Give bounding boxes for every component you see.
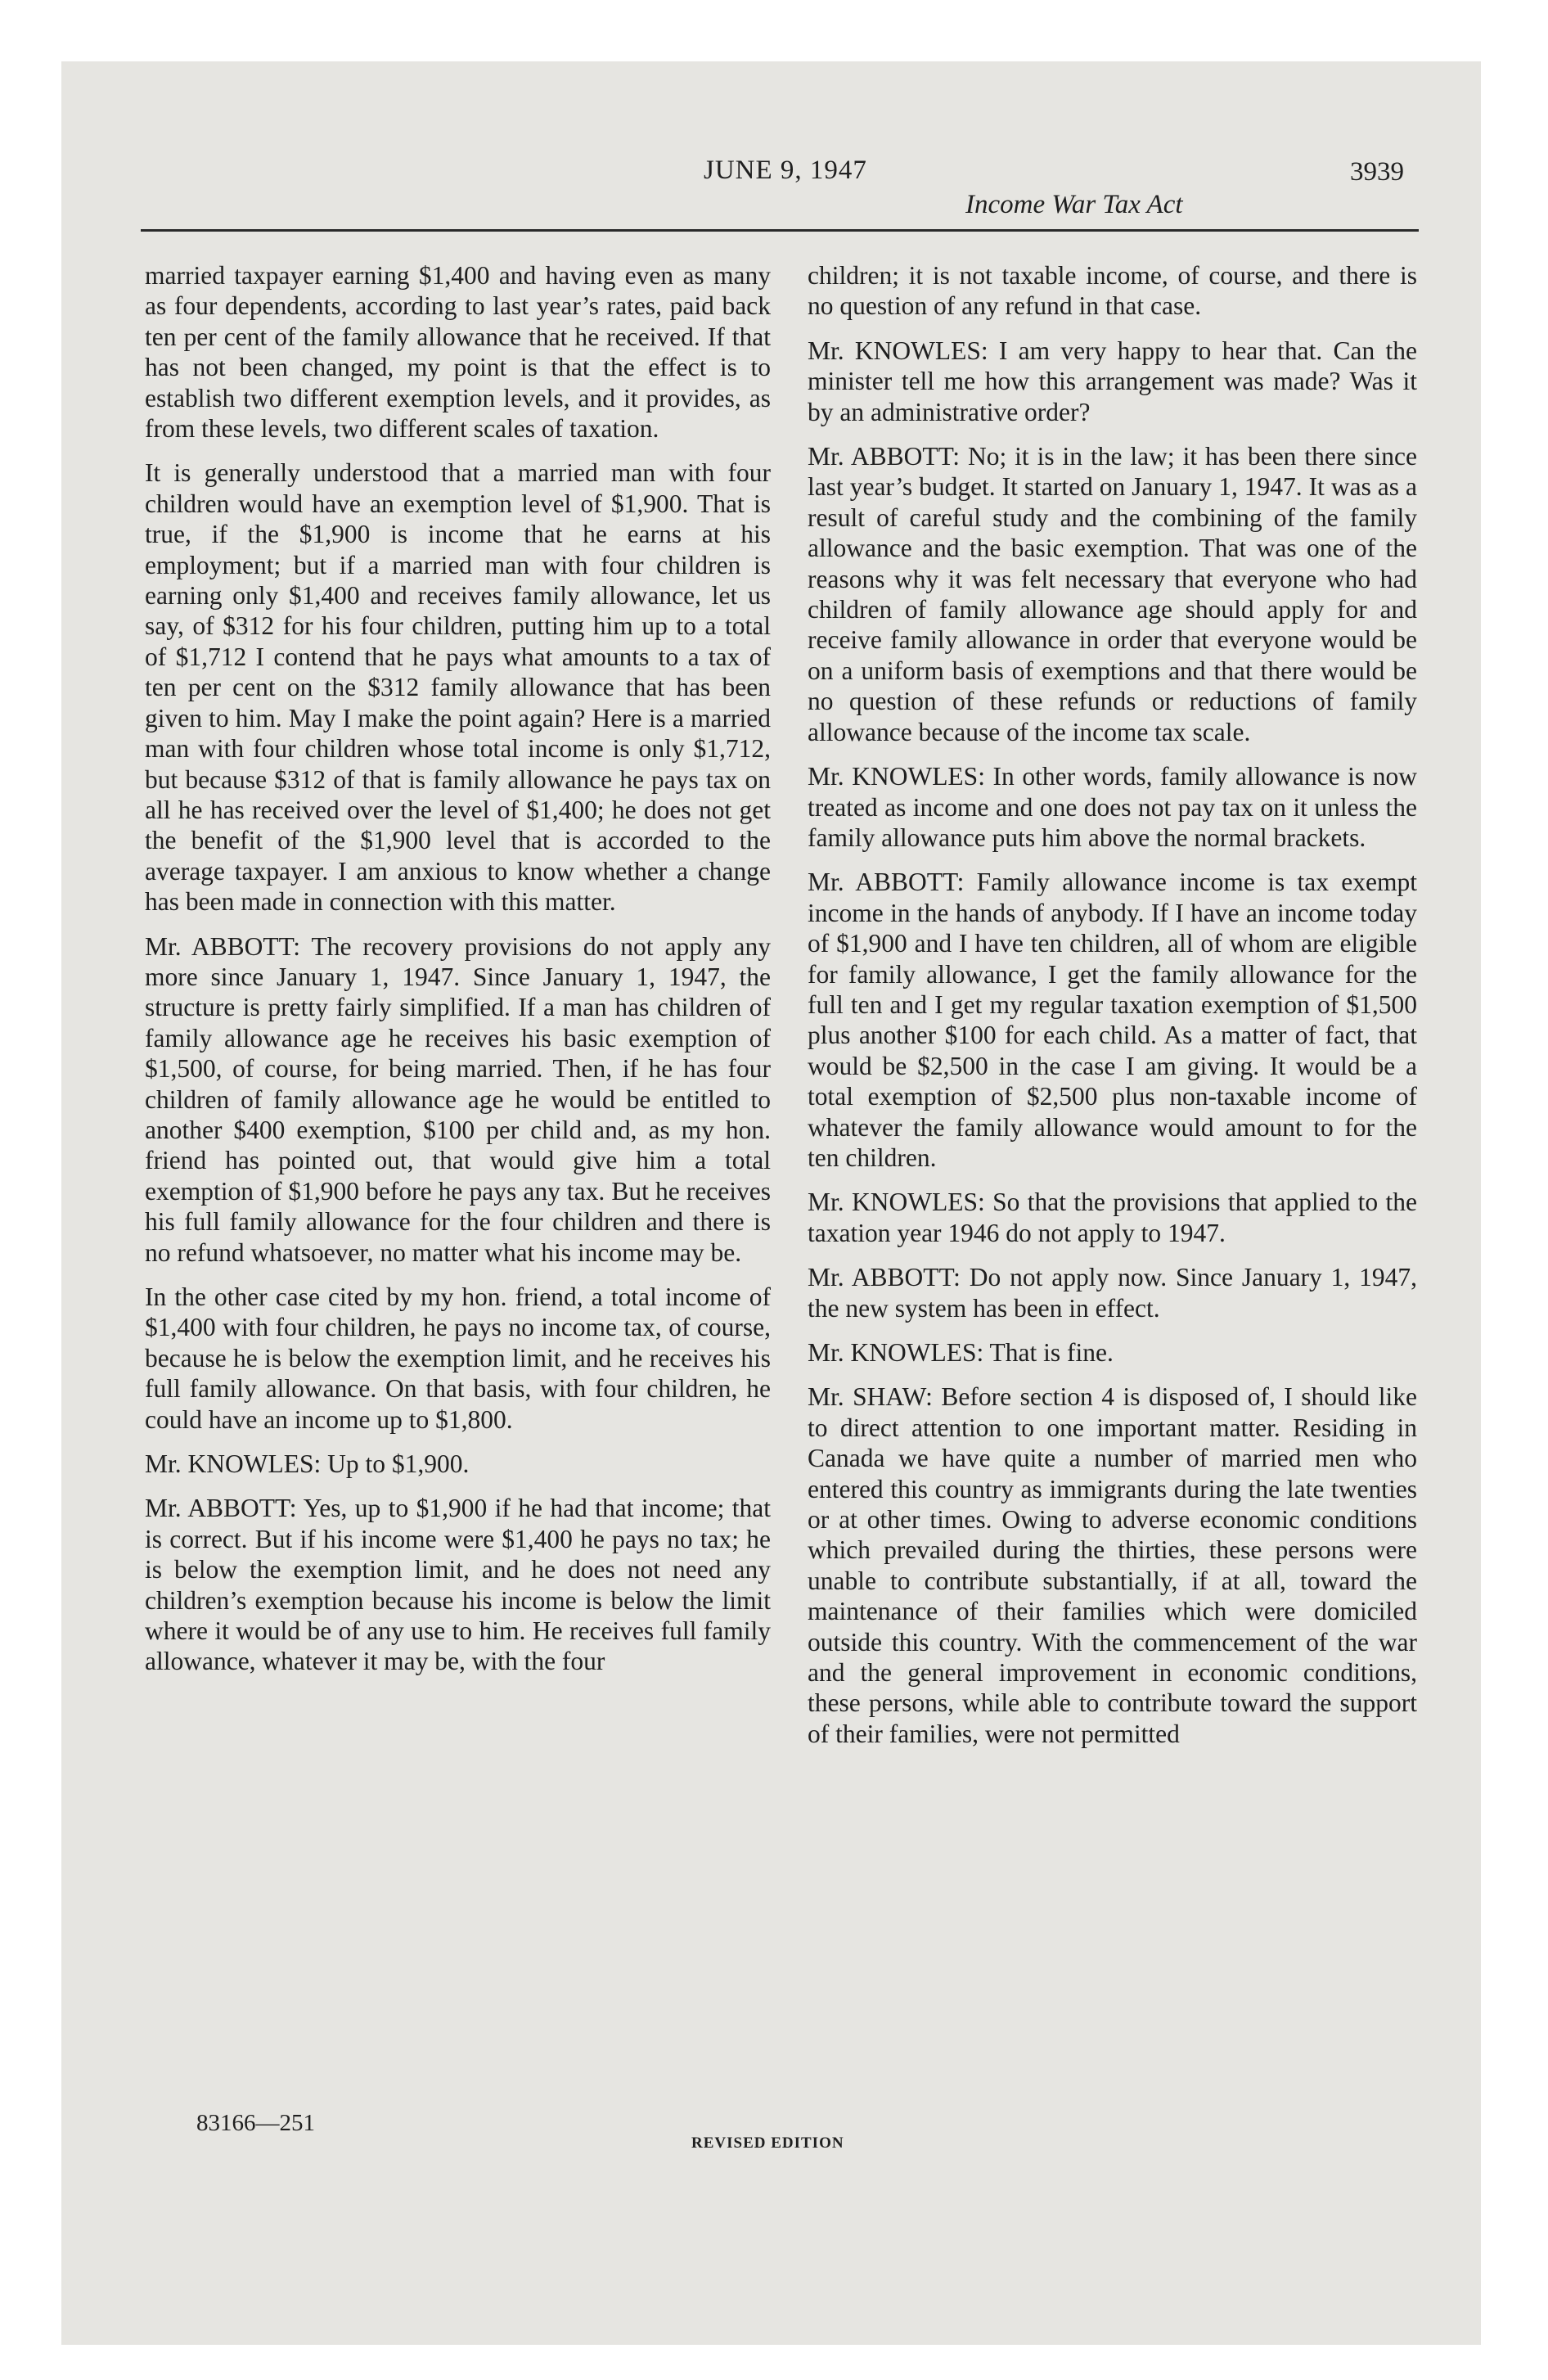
paragraph: Mr. KNOWLES: Up to $1,900. (145, 1449, 470, 1479)
section-title: Income War Tax Act (965, 190, 1183, 219)
paragraph: Mr. KNOWLES: So that the provisions that applied to the taxation year 1946 do not apply to 1947. (808, 1188, 1417, 1247)
paragraph: Mr. ABBOTT: Do not apply now. Since January 1, 1947, the new system has been in effect. (808, 1263, 1417, 1323)
paragraph: Mr. ABBOTT: Yes, up to $1,900 if he had that income; that is correct. But if his income were $1,400 he pays no tax; he is below the exemption limit, and he does not need any children’s exemption because his income is below the limit where it would be of any use to him. He receives full family allowance, whatever it may be, with the four (145, 1494, 771, 1676)
paragraph: It is generally understood that a married man with four children would have an exemption level of $1,900. That is true, if the $1,900 is income that he earns at his employment; but if a married man with four children is earning only $1,400 and receives family allowance, let us say, of $312 for his four children, putting him up to a total of $1,712 I contend that he pays what amounts to a tax of ten per cent on the $312 family allowance that has been given to him. May I make the point again? Here is a married man with four children whose total income is only $1,712, but because $312 of that is family allowance he pays tax on all he has received over the level of $1,400; he does not get the benefit of the $1,900 level that is accorded to the average taxpayer. I am anxious to know whether a change has been made in connection with this matter. (145, 458, 771, 917)
header-rule (141, 229, 1419, 232)
left-column (145, 260, 771, 1691)
paragraph: Mr. SHAW: Before section 4 is disposed of, I should like to direct attention to one important matter. Residing in Canada we have quite a number of married men who entered this country as immigrants during the late twenties or at other times. Owing to adverse economic conditions which prevailed during the thirties, these persons were unable to contribute substantially, if at all, toward the maintenance of their families which were domiciled outside this country. With the commencement of the war and the general improvement in economic conditions, these persons, while able to contribute toward the support of their families, were not permitted (808, 1382, 1417, 1748)
paragraph: Mr. KNOWLES: I am very happy to hear that. Can the minister tell me how this arrangement was made? Was it by an administrative order? (808, 336, 1417, 426)
right-column (808, 260, 1417, 1763)
paragraph: In the other case cited by my hon. friend, a total income of $1,400 with four children, he pays no income tax, of course, because he is below the exemption limit, and he receives his full family allowance. On that basis, with four children, he could have an income up to $1,800. (145, 1282, 771, 1434)
footer-code: 83166—251 (196, 2110, 315, 2136)
paragraph: married taxpayer earning $1,400 and having even as many as four dependents, according to last year’s rates, paid back ten per cent of the family allowance that he received. If that has not been changed, my point is that the effect is to establish two different exemption levels, and it provides, as from these levels, two different scales of taxation. (145, 261, 771, 444)
paragraph: Mr. ABBOTT: No; it is in the law; it has been there since last year’s budget. It started on January 1, 1947. It was as a result of careful study and the combining of the family allowance and the basic exemption. That was one of the reasons why it was felt necessary that everyone who had children of family allowance age should apply for and receive family allowance in order that everyone would be on a uniform basis of exemptions and that there would be no question of these refunds or reductions of family allowance because of the income tax scale. (808, 442, 1417, 746)
paragraph: Mr. KNOWLES: In other words, family allowance is now treated as income and one does not pay tax on it unless the family allowance puts him above the normal brackets. (808, 762, 1417, 852)
header-date: JUNE 9, 1947 (704, 156, 867, 185)
paragraph: children; it is not taxable income, of course, and there is no question of any refund in that case. (808, 261, 1417, 321)
paragraph: Mr. ABBOTT: Family allowance income is tax exempt income in the hands of anybody. If I have an income today of $1,900 and I have ten children, all of whom are eligible for family allowance, I get the family allowance for the full ten and I get my regular taxation exemption of $1,500 plus another $100 for each child. As a matter of fact, that would be $2,500 in the case I am giving. It would be a total exemption of $2,500 plus non-taxable income of whatever the family allowance would amount to for the ten children. (808, 868, 1417, 1172)
paragraph: Mr. ABBOTT: The recovery provisions do not apply any more since January 1, 1947. Since January 1, 1947, the structure is pretty fairly simplified. If a man has children of family allowance age he receives his basic exemption of $1,500, of course, for being married. Then, if he has four children of family allowance age he would be entitled to another $400 exemption, $100 per child and, as my hon. friend has pointed out, that would give him a total exemption of $1,900 before he pays any tax. But he receives his full family allowance for the four children and there is no refund whatsoever, no matter what his income may be. (145, 931, 771, 1267)
paragraph: Mr. KNOWLES: That is fine. (808, 1338, 1114, 1367)
edition-label: REVISED EDITION (691, 2134, 844, 2152)
page-number: 3939 (1350, 157, 1404, 187)
